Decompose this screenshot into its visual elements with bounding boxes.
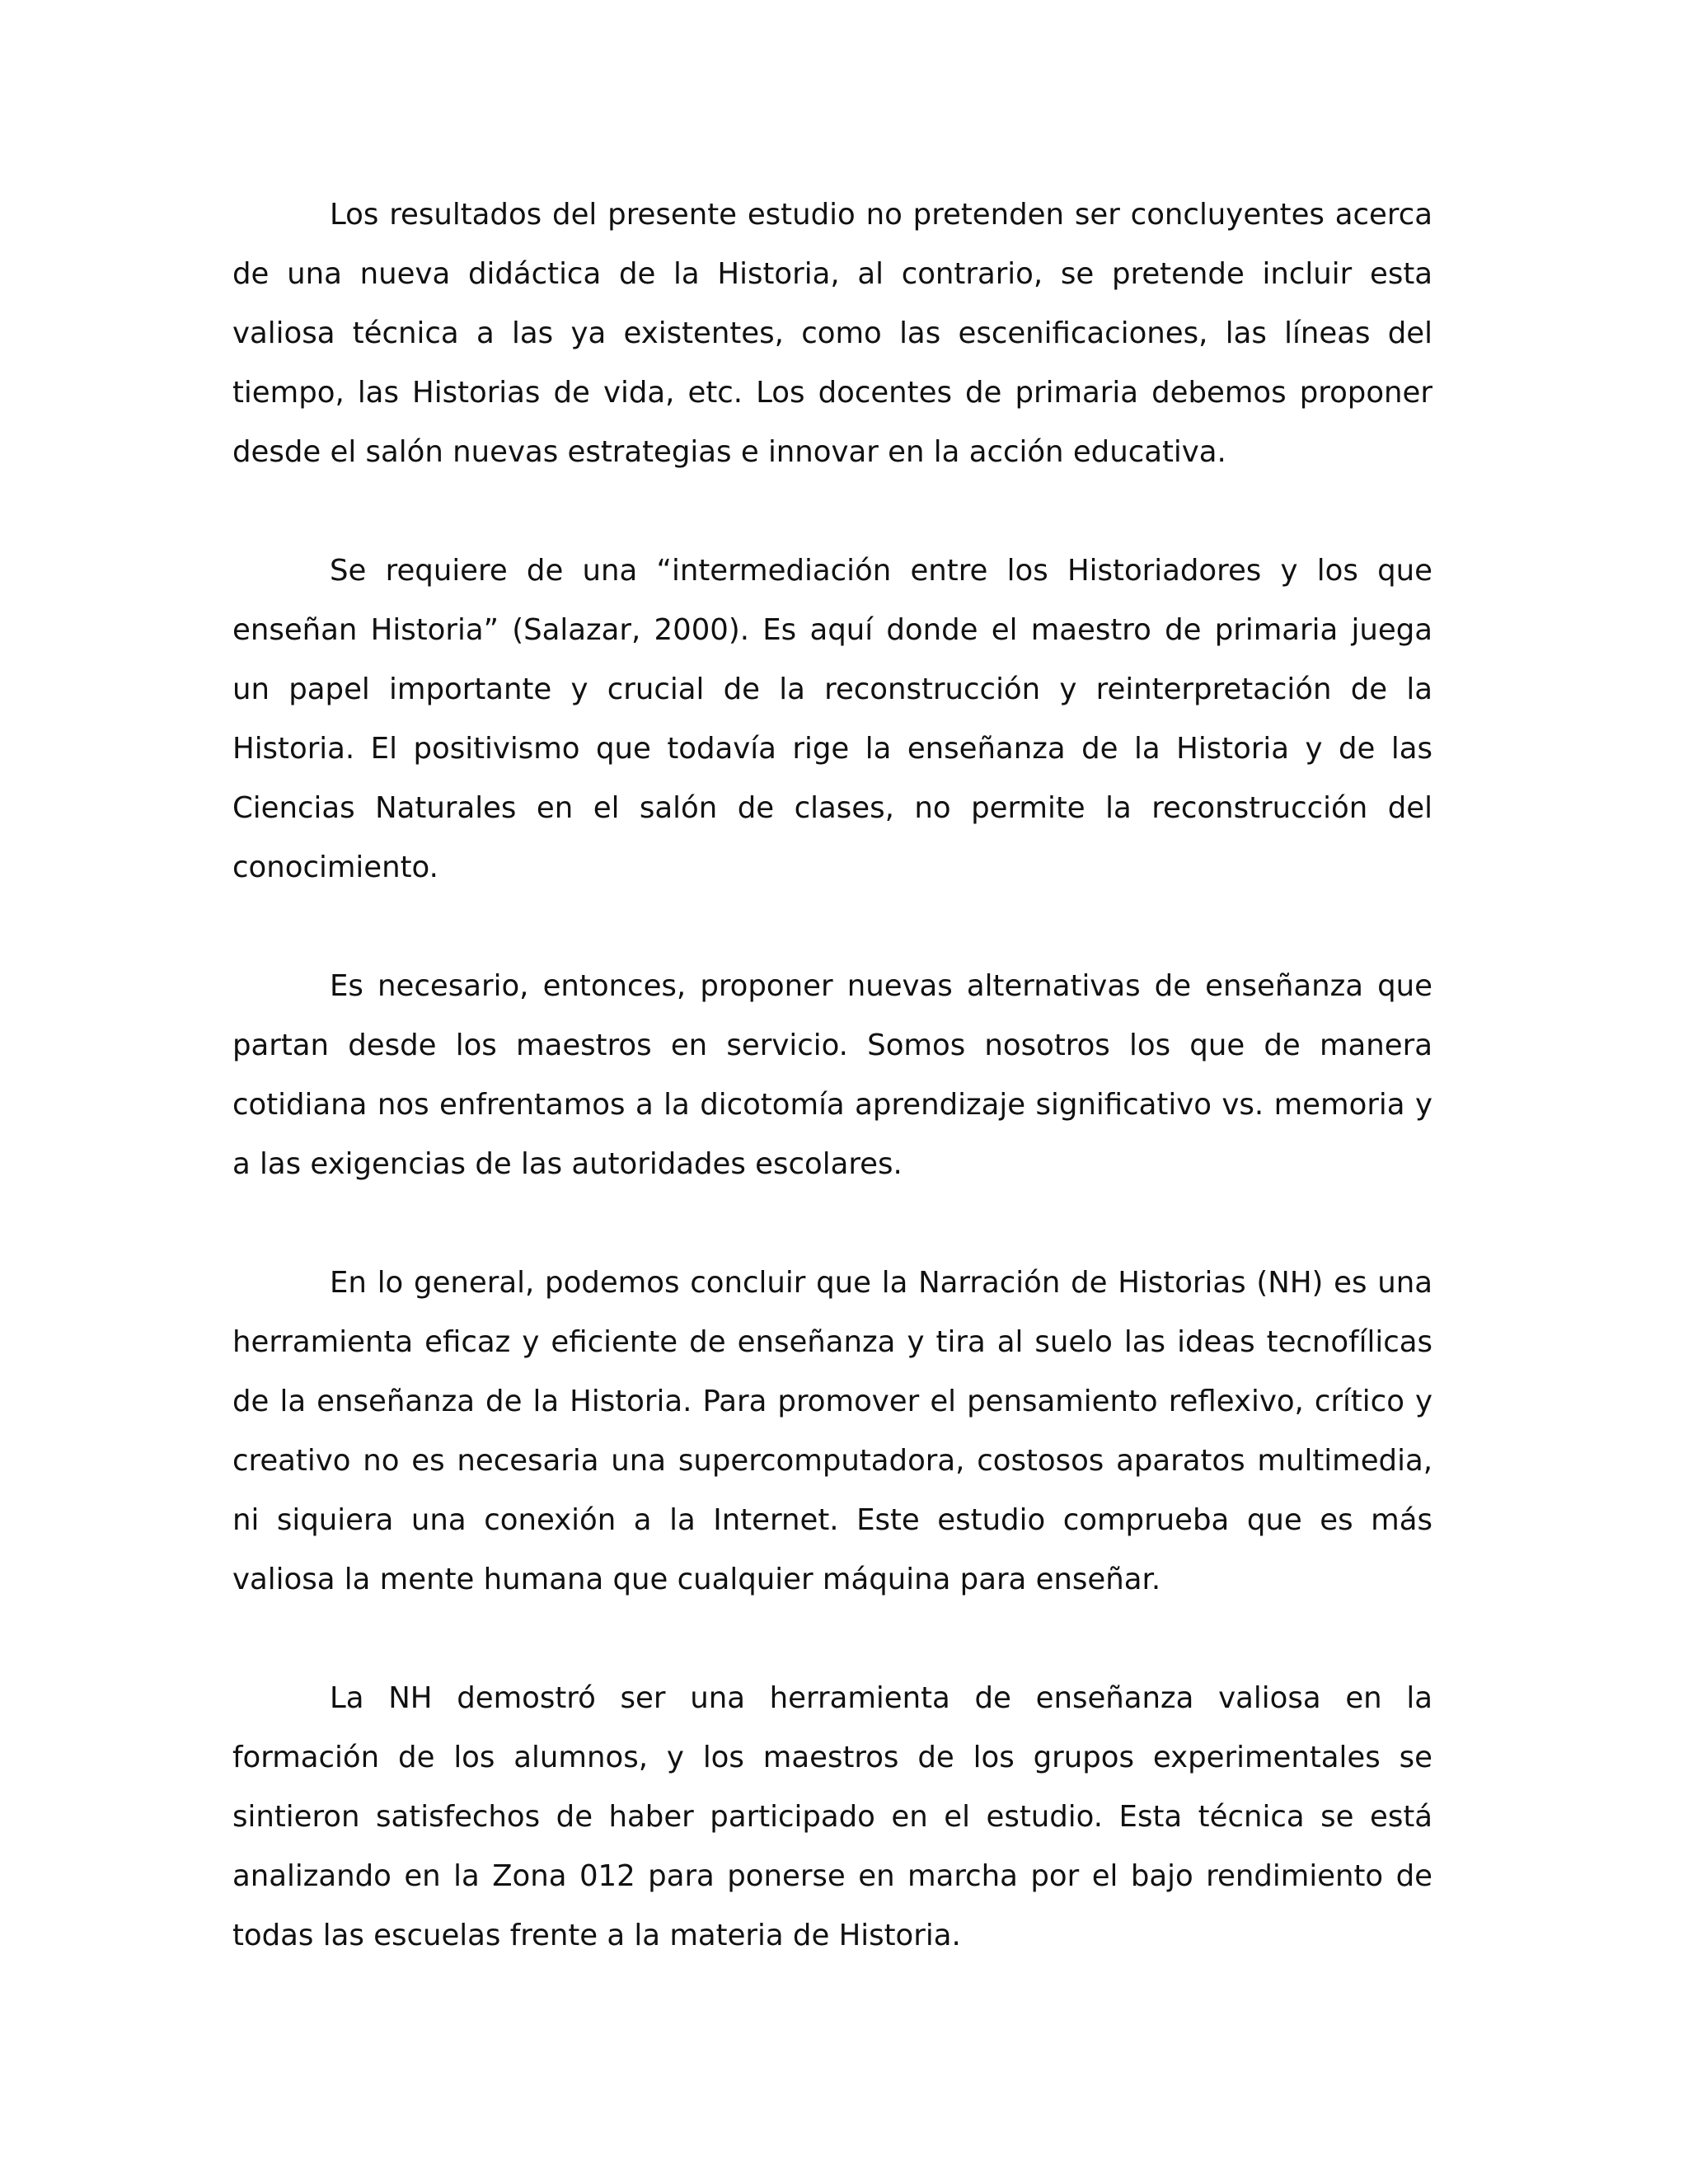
paragraph-5: La NH demostró ser una herramienta de enseñanza valiosa en la formación de los alumnos, y los maestros de los grupos experimentales se sintieron satisfechos de haber participado en el estudio. Esta técnica se está analizando en la Zona 012 para ponerse en marcha por el bajo rendimiento de todas las escuelas frente a la materia de Historia. [232, 1681, 1432, 1952]
document-page [232, 185, 1432, 2025]
paragraph-4: En lo general, podemos concluir que la Narración de Historias (NH) es una herramienta eficaz y eficiente de enseñanza y tira al suelo las ideas tecnofílicas de la enseñanza de la Historia. Para promover el pensamiento reflexivo, crítico y creativo no es necesaria una supercomputadora, costosos aparatos multimedia, ni siquiera una conexión a la Internet. Este estudio comprueba que es más valiosa la mente humana que cualquier máquina para enseñar. [232, 1266, 1432, 1596]
paragraph-3: Es necesario, entonces, proponer nuevas alternativas de enseñanza que partan desde los maestros en servicio. Somos nosotros los que de manera cotidiana nos enfrentamos a la dicotomía aprendizaje significativo vs. memoria y a las exigencias de las autoridades escolares. [232, 969, 1432, 1181]
paragraph-1: Los resultados del presente estudio no pretenden ser concluyentes acerca de una nueva didáctica de la Historia, al contrario, se pretende incluir esta valiosa técnica a las ya existentes, como las escenificaciones, las líneas del tiempo, las Historias de vida, etc. Los docentes de primaria debemos proponer desde el salón nuevas estrategias e innovar en la acción educativa. [232, 198, 1432, 469]
paragraph-2: Se requiere de una “intermediación entre los Historiadores y los que enseñan Historia” (Salazar, 2000). Es aquí donde el maestro de primaria juega un papel importante y crucial de la reconstrucción y reinterpretación de la Historia. El positivismo que todavía rige la enseñanza de la Historia y de las Ciencias Naturales en el salón de clases, no permite la reconstrucción del conocimiento. [232, 554, 1432, 884]
